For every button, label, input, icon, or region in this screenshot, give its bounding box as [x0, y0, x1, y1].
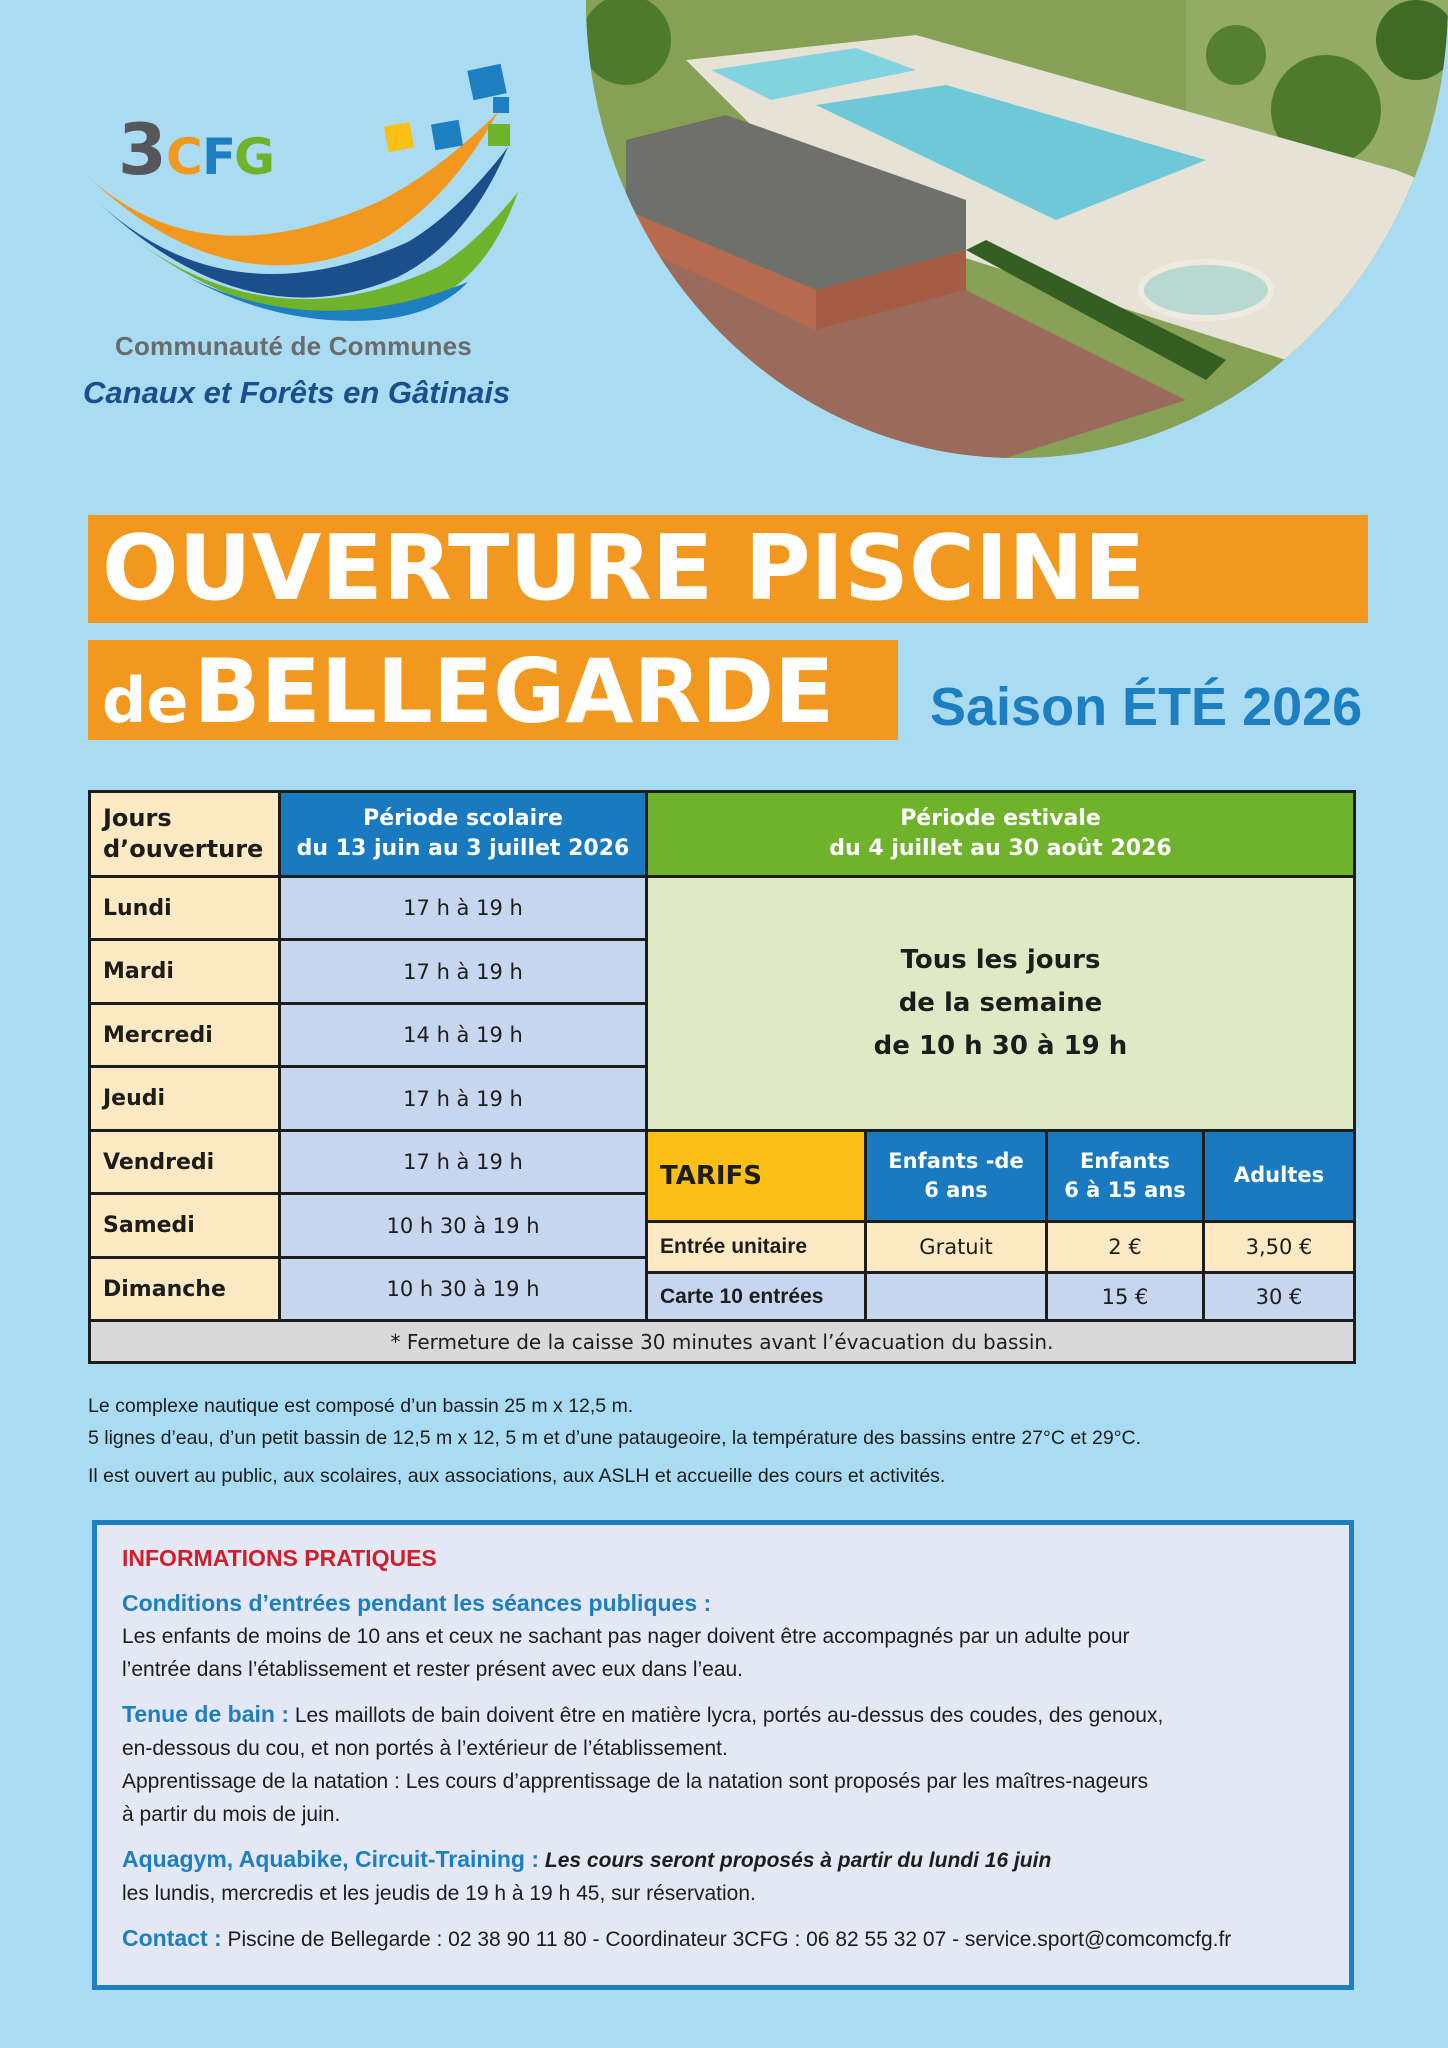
header-estivale-line1: Période estivale — [900, 806, 1101, 832]
logo-3cfg — [78, 52, 528, 422]
tarif-col2-line1: Enfants — [1079, 1148, 1171, 1173]
tarif-col-adultes — [1205, 1132, 1353, 1220]
hours-dimanche: 10 h 30 à 19 h — [281, 1259, 645, 1319]
title-de-bellegarde — [88, 640, 898, 743]
tarif-entree-adultes: 3,50 € — [1205, 1223, 1353, 1271]
info-pratiques-box — [92, 1520, 1354, 1990]
aqua-paragraph — [122, 1843, 1327, 1877]
apprentissage-text1: Apprentissage de la natation : Les cours d’apprentissage de la natation sont proposés par les maîtres-nageurs — [122, 1770, 1149, 1793]
description-line2: 5 lignes d’eau, d’un petit bassin de 12,5 m x 12, 5 m et d’une pataugeoire, la température des bassins entre 27°C et 29°C. — [88, 1427, 1141, 1449]
header-periode-scolaire — [281, 793, 645, 875]
contact-text: Piscine de Bellegarde : 02 38 90 11 80 - Coordinateur 3CFG : 06 82 55 32 07 - service.sport@comcomcfg.fr — [221, 1928, 1232, 1951]
svg-text:F: F — [202, 128, 237, 186]
title-ouverture-piscine: OUVERTURE PISCINE — [88, 515, 1368, 623]
tenue-heading: Tenue de bain : — [122, 1701, 289, 1727]
tenue-text2: en-dessous du cou, et non portés à l’extérieur de l’établissement. — [122, 1737, 728, 1760]
title-bellegarde: BELLEGARDE — [193, 640, 835, 743]
conditions-text1: Les enfants de moins de 10 ans et ceux ne sachant pas nager doivent être accompagnés par un adulte pour — [122, 1625, 1130, 1648]
schedule-footnote: * Fermeture de la caisse 30 minutes avant l’évacuation du bassin. — [91, 1322, 1353, 1361]
schedule-table — [88, 790, 1356, 1364]
summer-all-line1: Tous les jours — [900, 945, 1101, 976]
hours-lundi: 17 h à 19 h — [281, 878, 645, 938]
tarif-carte-enfants-6-15: 15 € — [1048, 1274, 1202, 1319]
hours-jeudi: 17 h à 19 h — [281, 1068, 645, 1129]
apprentissage-text2: à partir du mois de juin. — [122, 1803, 341, 1826]
day-dimanche: Dimanche — [91, 1259, 278, 1319]
description-line1: Le complexe nautique est composé d’un bassin 25 m x 12,5 m. — [88, 1395, 634, 1417]
contact-paragraph — [122, 1922, 1327, 1956]
day-mercredi: Mercredi — [91, 1005, 278, 1065]
header-scolaire-line1: Période scolaire — [363, 806, 563, 832]
header-jours-line2: d’ouverture — [103, 835, 264, 863]
day-samedi: Samedi — [91, 1195, 278, 1256]
tarif-entree-enfants-moins-6: Gratuit — [867, 1223, 1045, 1271]
conditions-text2: l’entrée dans l’établissement et rester présent avec eux dans l’eau. — [122, 1658, 744, 1681]
tarif-row-carte-10: Carte 10 entrées — [648, 1274, 864, 1319]
logo-swoosh-graphic — [78, 52, 528, 322]
hours-samedi: 10 h 30 à 19 h — [281, 1195, 645, 1256]
tarif-col3: Adultes — [1233, 1163, 1325, 1188]
logo-line-canaux: Canaux et Forêts en Gâtinais — [83, 375, 511, 410]
tarif-col2-line2: 6 à 15 ans — [1064, 1178, 1186, 1202]
day-vendredi: Vendredi — [91, 1132, 278, 1192]
pool-description — [88, 1390, 1378, 1492]
aqua-text: les lundis, mercredis et les jeudis de 19 h à 19 h 45, sur réservation. — [122, 1882, 756, 1905]
description-line3: Il est ouvert au public, aux scolaires, aux associations, aux ASLH et accueille des cours et activités. — [88, 1465, 946, 1487]
info-title: INFORMATIONS PRATIQUES — [122, 1545, 437, 1571]
tarif-entree-enfants-6-15: 2 € — [1048, 1223, 1202, 1271]
header-estivale-line2: du 4 juillet au 30 août 2026 — [829, 836, 1172, 861]
tenue-text1: Les maillots de bain doivent être en matière lycra, portés au-dessus des coudes, des genoux, — [288, 1704, 1164, 1727]
tarif-col1-line2: 6 ans — [924, 1178, 988, 1202]
hours-mardi: 17 h à 19 h — [281, 941, 645, 1002]
day-lundi: Lundi — [91, 878, 278, 938]
svg-text:G: G — [234, 128, 276, 186]
contact-heading: Contact : — [122, 1925, 222, 1951]
header-periode-estivale — [648, 793, 1353, 875]
logo-line-communaute: Communauté de Communes — [115, 331, 472, 361]
header-scolaire-line2: du 13 juin au 3 juillet 2026 — [296, 836, 630, 861]
header-jours — [91, 793, 278, 875]
hours-vendredi: 17 h à 19 h — [281, 1132, 645, 1192]
pool-aerial-photo — [586, 0, 1448, 458]
aqua-heading: Aquagym, Aquabike, Circuit-Training : — [122, 1846, 540, 1872]
conditions-heading: Conditions d’entrées pendant les séances publiques : — [122, 1590, 712, 1616]
day-mardi: Mardi — [91, 941, 278, 1002]
header-jours-line1: Jours — [103, 803, 172, 832]
summer-all-days — [648, 878, 1353, 1129]
tarif-col-enfants-6-15 — [1048, 1132, 1202, 1220]
title-de: de — [102, 664, 189, 737]
tarif-carte-adultes: 30 € — [1205, 1274, 1353, 1319]
svg-text:3: 3 — [118, 109, 167, 191]
tarifs-label: TARIFS — [648, 1132, 864, 1220]
tarif-carte-enfants-moins-6 — [867, 1274, 1045, 1319]
summer-all-line3: de 10 h 30 à 19 h — [873, 1030, 1128, 1061]
tarif-row-entree-unitaire: Entrée unitaire — [648, 1223, 864, 1271]
aqua-bold-text: Les cours seront proposés à partir du lundi 16 juin — [539, 1849, 1052, 1872]
hours-mercredi: 14 h à 19 h — [281, 1005, 645, 1065]
svg-text:C: C — [166, 128, 203, 186]
summer-all-line2: de la semaine — [898, 988, 1103, 1019]
tarif-col-enfants-moins-6 — [867, 1132, 1045, 1220]
tarif-col1-line1: Enfants -de — [888, 1148, 1024, 1173]
tenue-paragraph — [122, 1698, 1327, 1732]
pool-illustration — [586, 0, 1448, 458]
day-jeudi: Jeudi — [91, 1068, 278, 1129]
season-label: Saison ÉTÉ 2026 — [930, 677, 1363, 737]
